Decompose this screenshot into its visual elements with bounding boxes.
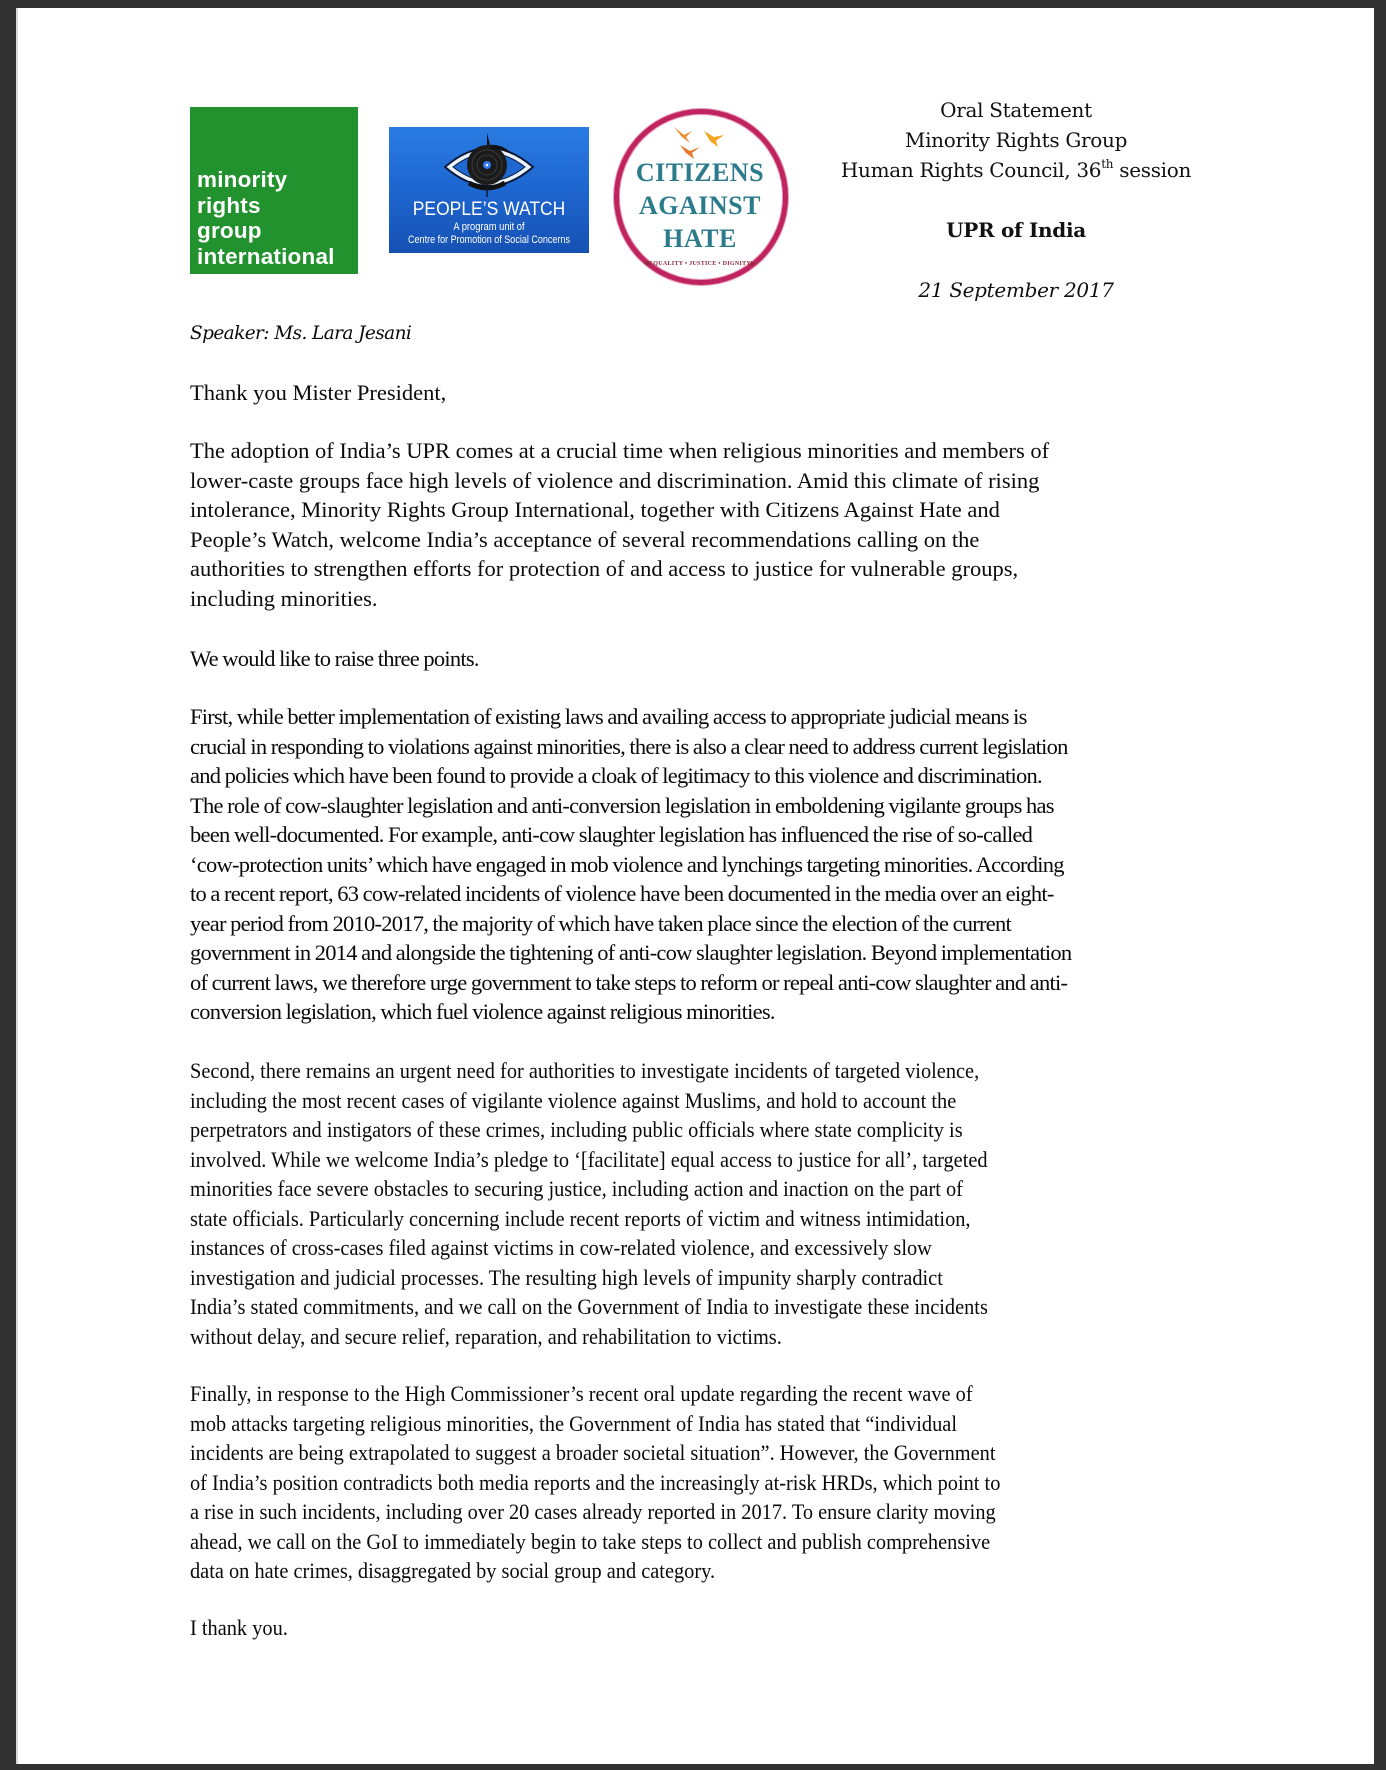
document-page	[16, 8, 1374, 1764]
paragraph-line: authorities to strengthen efforts for protection of and access to justice for vulnerable groups,	[190, 556, 1019, 581]
minority-rights-group-logo	[190, 107, 358, 274]
closing-line: I thank you.	[190, 1615, 288, 1640]
paragraph-line: conversion legislation, which fuel violence against religious minorities.	[190, 999, 775, 1024]
mrg-logo-line: group	[197, 218, 262, 243]
paragraph-line: First, while better implementation of existing laws and availing access to appropriate judicial means is	[190, 704, 1027, 729]
paragraph-line: state officials. Particularly concerning include recent reports of victim and witness intimidation,	[190, 1205, 971, 1231]
peoples-watch-logo	[389, 127, 589, 253]
paragraph-line: mob attacks targeting religious minorities, the Government of India has stated that “individual	[190, 1410, 958, 1436]
paragraph-line: minorities face severe obstacles to securing justice, including action and inaction on the part of	[190, 1176, 963, 1201]
paragraph-line: intolerance, Minority Rights Group International, together with Citizens Against Hate and	[190, 497, 1000, 522]
paragraph-line: investigation and judicial processes. The resulting high levels of impunity sharply contradict	[190, 1264, 943, 1290]
paragraph-line: been well-documented. For example, anti-cow slaughter legislation has influenced the rise of so-called	[190, 822, 1033, 847]
birds-icon	[670, 123, 730, 159]
salutation: Thank you Mister President,	[190, 380, 447, 405]
citizens-against-hate-logo	[610, 105, 790, 287]
speaker-line: Speaker: Ms. Lara Jesani	[190, 323, 412, 344]
paragraph-line: government in 2014 and alongside the tightening of anti-cow slaughter legislation. Beyond implementation	[190, 940, 1072, 965]
paragraph-line: instances of cross-cases filed against victims in cow-related violence, and excessively slow	[190, 1235, 932, 1260]
paragraph-line: incidents are being extrapolated to suggest a broader societal situation”. However, the Government	[190, 1440, 996, 1465]
paragraph-line: including minorities.	[190, 585, 378, 611]
paragraph-line: involved. While we welcome India’s pledge to ‘[facilitate] equal access to justice for all’, targeted	[190, 1146, 988, 1172]
paragraph-line: perpetrators and instigators of these crimes, including public officials where state complicity is	[190, 1117, 963, 1142]
paragraph-line: People’s Watch, welcome India’s acceptance of several recommendations calling on the	[190, 526, 980, 552]
mrg-logo-line: rights	[197, 192, 261, 218]
paragraph-points-intro: We would like to raise three points.	[190, 646, 479, 671]
header-line-organisation: Minority Rights Group	[904, 128, 1128, 152]
session-word: session	[1113, 158, 1192, 182]
paragraph-line: ahead, we call on the GoI to immediately begin to take steps to collect and publish comprehensive	[190, 1528, 991, 1554]
paragraph-line: ‘cow-protection units’ which have engaged in mob violence and lynchings targeting minorities. According	[190, 851, 1064, 877]
paragraph-line: data on hate crimes, disaggregated by social group and category.	[190, 1558, 716, 1583]
paragraph-line: Finally, in response to the High Commissioner’s recent oral update regarding the recent wave of	[190, 1381, 973, 1406]
cah-tagline: ◀EQUALITY • JUSTICE • DIGNITY▶	[644, 261, 756, 267]
paragraph-line: The adoption of India’s UPR comes at a crucial time when religious minorities and members of	[190, 438, 1050, 463]
cah-word: CITIZENS	[635, 158, 765, 187]
paragraph-line: Second, there remains an urgent need for authorities to investigate incidents of targeted violence,	[190, 1058, 980, 1083]
peoples-watch-org: Centre for Promotion of Social Concerns	[408, 234, 570, 246]
eye-disc-icon	[439, 131, 539, 199]
header-line-session	[806, 158, 1226, 182]
paragraph-line: India’s stated commitments, and we call on the Government of India to investigate these incidents	[190, 1294, 988, 1319]
session-text: Human Rights Council, 36	[840, 158, 1102, 182]
paragraph-line: and policies which have been found to provide a cloak of legitimacy to this violence and discrimination.	[190, 763, 1042, 788]
paragraph-line: without delay, and secure relief, reparation, and rehabilitation to victims.	[190, 1323, 782, 1349]
paragraph-line: The role of cow-slaughter legislation and anti-conversion legislation in emboldening vigilante groups has	[190, 792, 1054, 818]
paragraph-line: of India’s position contradicts both media reports and the increasingly at-risk HRDs, which point to	[190, 1469, 1001, 1495]
mrg-logo-line: international	[197, 243, 335, 269]
cah-word: AGAINST	[639, 191, 761, 220]
peoples-watch-name: PEOPLE’S WATCH	[412, 199, 566, 220]
paragraph-line: lower-caste groups face high levels of violence and discrimination. Amid this climate of rising	[190, 467, 1040, 493]
paragraph-line: including the most recent cases of vigilante violence against Muslims, and hold to account the	[190, 1087, 957, 1113]
mrg-logo-line: minority	[197, 167, 288, 192]
header-line-oral-statement: Oral Statement	[940, 98, 1092, 122]
paragraph-line: of current laws, we therefore urge government to take steps to reform or repeal anti-cow slaughter and anti-	[190, 969, 1068, 995]
cah-word: HATE	[663, 224, 737, 253]
paragraph-line: to a recent report, 63 cow-related incidents of violence have been documented in the media over an eight-	[190, 881, 1054, 906]
peoples-watch-subtitle: A program unit of	[453, 221, 525, 233]
statement-date: 21 September 2017	[918, 278, 1114, 302]
session-ordinal-suffix: th	[1101, 157, 1114, 171]
paragraph-line: crucial in responding to violations against minorities, there is also a clear need to address current legislation	[190, 733, 1068, 759]
document-title: UPR of India	[946, 218, 1086, 242]
paragraph-line: a rise in such incidents, including over 20 cases already reported in 2017. To ensure clarity moving	[190, 1499, 996, 1524]
paragraph-line: year period from 2010-2017, the majority of which have taken place since the election of the current	[190, 910, 1012, 936]
